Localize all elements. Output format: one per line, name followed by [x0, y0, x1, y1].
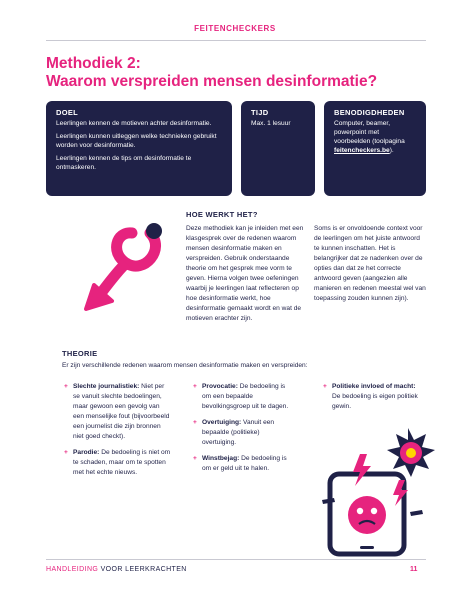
dash-icon	[410, 510, 423, 516]
page-number: 11	[410, 566, 418, 573]
list-item	[64, 382, 172, 442]
emoji-eye-left	[357, 508, 363, 514]
list-item	[193, 382, 295, 412]
footer-title-highlight: HANDLEIDING	[46, 566, 99, 573]
benodigdheden-close: ).	[389, 147, 394, 154]
benodigdheden-card	[324, 101, 426, 196]
footer-title	[46, 566, 187, 573]
theorie-list-col3	[323, 382, 423, 418]
doel-item: Leerlingen kunnen uitleggen welke technieken gebruikt worden voor desinformatie.	[56, 133, 217, 149]
tijd-value: Max. 1 lesuur	[251, 120, 291, 127]
pink-arrow-illustration	[78, 205, 178, 315]
list-text: De bedoeling is om een bepaalde bevolkingsgroep uit te dagen.	[202, 383, 289, 410]
plus-icon: +	[193, 455, 197, 462]
hoe-werkt-het-col2: Soms is er onvoldoende context voor de leerlingen om het juiste antwoord te kunnen inschatten. Het is belangrijker dat ze nadenken over de opties dan dat ze het correcte antwoord geven (aangezien alle manieren en redenen meestal wel van toepassing zouden kunnen zijn).	[314, 225, 426, 302]
toolpagina-link[interactable]: feitencheckers.be	[334, 147, 390, 154]
list-term: Overtuiging:	[202, 419, 242, 426]
doel-title: DOEL	[56, 108, 79, 117]
theorie-heading: THEORIE	[62, 349, 98, 358]
emoji-eye-right	[371, 508, 377, 514]
list-text: De bedoeling is om er geld uit te halen.	[202, 455, 287, 472]
doel-card	[46, 101, 232, 196]
list-text: Vanuit een bepaalde (politieke) overtuiging.	[202, 419, 275, 446]
list-text: De bedoeling is niet om te schaden, maar om te spotten met het echte nieuws.	[73, 449, 171, 476]
page-title	[46, 55, 377, 91]
plus-icon: +	[64, 383, 68, 390]
theorie-list-col2	[193, 382, 295, 480]
angry-emoji	[348, 496, 386, 534]
benodigdheden-text	[334, 119, 416, 155]
list-item	[323, 382, 423, 412]
page-title-line2: Waarom verspreiden mensen desinformatie?	[46, 73, 378, 90]
hoe-werkt-het-heading: HOE WERKT HET?	[186, 210, 258, 219]
list-term: Parodie:	[73, 449, 100, 456]
header-divider	[46, 40, 426, 41]
plus-icon: +	[323, 383, 327, 390]
list-term: Provocatie:	[202, 383, 238, 390]
benodigdheden-description: Computer, beamer, powerpoint met voorbeelden (toolpagina	[334, 120, 405, 145]
tijd-card	[241, 101, 315, 196]
list-text: Niet per se vanuit slechte bedoelingen, maar gewoon een gevolg van een menselijke fout (bijvoorbeeld een journelist die zijn bronnen niet goed checkt).	[73, 383, 170, 440]
list-term: Politieke invloed of macht:	[332, 383, 416, 390]
hoe-werkt-het-col1: Deze methodiek kan je inleiden met een klasgesprek over de redenen waarom mensen desinformatie maken en verspreiden. Gebruik onderstaande theorie om het gesprek mee vorm te geven. Hierna volgen twee oefeningen waarbij je leerlingen laat reflecteren op hoe desinformatie werkt, hoe desinformatie gemaakt wordt en wat de motieven erachter zijn.	[186, 225, 304, 322]
plus-icon: +	[193, 383, 197, 390]
phone-emoji-illustration	[310, 420, 440, 560]
arrow-dot	[146, 223, 162, 239]
footer-title-rest: VOOR LEERKRACHTEN	[98, 566, 187, 573]
plus-icon: +	[193, 419, 197, 426]
benodigdheden-title: BENODIGDHEDEN	[334, 108, 405, 117]
list-item	[193, 454, 295, 474]
list-item	[64, 448, 172, 478]
list-text: De bedoeling is eigen politiek gewin.	[332, 393, 418, 410]
doel-item: Leerlingen kennen de motieven achter desinformatie.	[56, 120, 212, 127]
doel-item: Leerlingen kennen de tips om desinformatie te ontmaskeren.	[56, 155, 192, 171]
list-term: Slechte journalistiek:	[73, 383, 140, 390]
theorie-list-col1	[64, 382, 172, 484]
list-term: Winstbejag:	[202, 455, 240, 462]
running-header: FEITENCHECKERS	[194, 24, 276, 33]
burst-icon	[387, 428, 435, 477]
plus-icon: +	[64, 449, 68, 456]
tijd-title: TIJD	[251, 108, 269, 117]
page-title-line1: Methodiek 2:	[46, 55, 141, 72]
phone-home	[360, 546, 374, 549]
theorie-intro: Er zijn verschillende redenen waarom mensen desinformatie maken en verspreiden:	[62, 362, 308, 369]
list-item	[193, 418, 295, 448]
footer-divider	[46, 559, 426, 560]
